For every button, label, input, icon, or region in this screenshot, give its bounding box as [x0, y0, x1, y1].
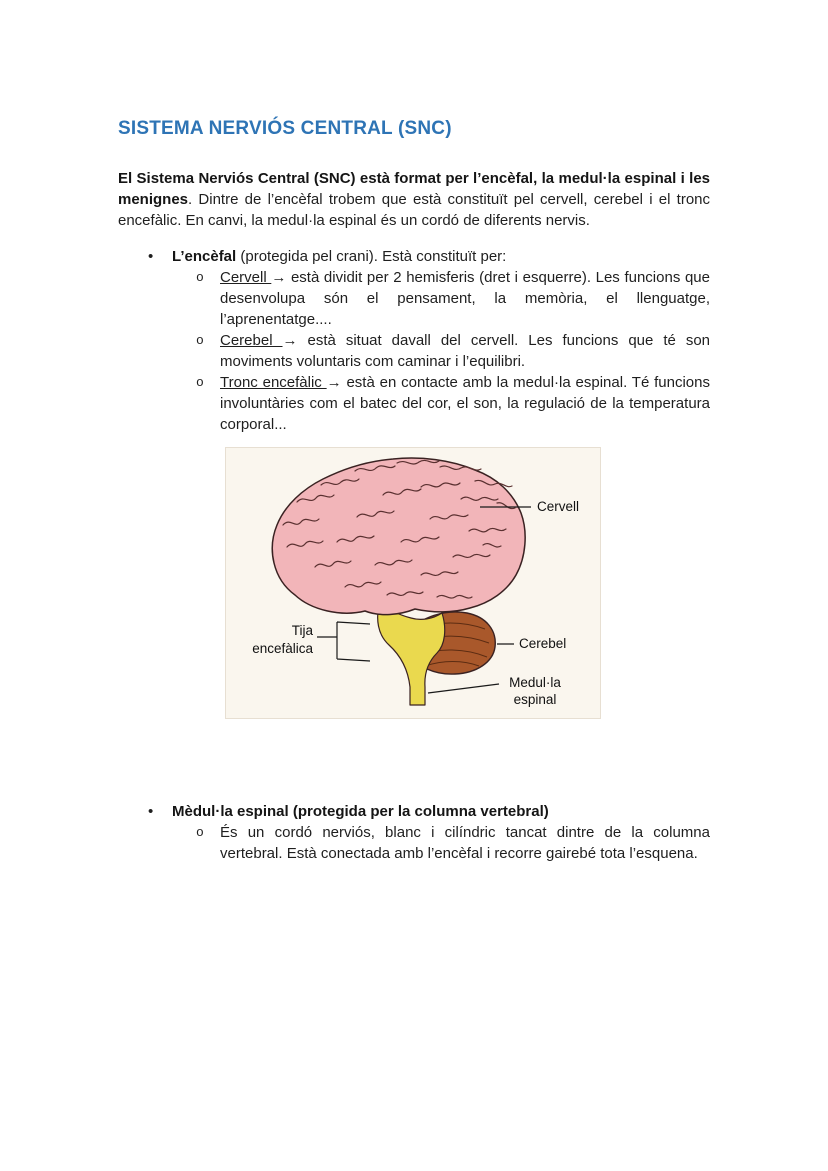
tronc-underlined-term: Tronc encefàlic: [220, 374, 327, 391]
encefal-heading-text: [172, 246, 710, 267]
arrow-icon: →: [282, 332, 298, 349]
diagram-label-tija-line2: encefàlica: [252, 641, 313, 656]
medulla-description: És un cordó nerviós, blanc i cilíndric tancat dintre de la columna vertebral. Està conectada amb l’encèfal i recorre gairebé tota l’esquena.: [220, 824, 710, 862]
list-item-cervell: [118, 267, 710, 330]
brain-diagram-svg: [225, 447, 601, 719]
circle-bullet-icon: o: [196, 375, 204, 390]
diagram-label-cerebel: Cerebel: [519, 636, 567, 651]
list-item-encefal: [118, 246, 710, 267]
page-title: SISTEMA NERVIÓS CENTRAL (SNC): [118, 118, 452, 139]
cervell-description: està dividit per 2 hemisferis (dret i esquerre). Les funcions que desenvolupa són el pensament, la memòria, el llenguatge, l’aprenentatge....: [220, 269, 710, 328]
circle-bullet-icon: o: [196, 270, 204, 285]
list-item-tronc: [118, 372, 710, 435]
list-item-cerebel: [118, 330, 710, 372]
intro-bold-text: El Sistema Nerviós Central (SNC) està format per l’encèfal, la medul·la espinal i les menignes: [118, 170, 710, 208]
medulla-term: Mèdul·la espinal (protegida per la columna vertebral): [172, 803, 549, 820]
cerebel-underlined-term: Cerebel: [220, 332, 283, 349]
brain-diagram: [225, 447, 601, 719]
cervell-text: [220, 267, 710, 330]
intro-regular-text: . Dintre de l’encèfal trobem que està constituït pel cervell, cerebel i el tronc encefàlic. En canvi, la medul·la espinal és un cordó de diferents nervis.: [118, 191, 710, 229]
list-item-medulla-description: [118, 822, 710, 864]
encefal-rest-text: (protegida pel crani). Està constituït per:: [236, 248, 507, 265]
intro-paragraph: [118, 168, 710, 231]
diagram-label-cervell: Cervell: [537, 499, 580, 514]
medulla-heading-text: [172, 801, 710, 822]
arrow-icon: →: [271, 269, 287, 286]
list-item-medulla: [118, 801, 710, 822]
disc-bullet-icon: •: [148, 803, 154, 820]
cerebel-description: està situat davall del cervell. Les funcions que té son moviments voluntaris com caminar i l’equilibri.: [220, 332, 711, 370]
arrow-icon: →: [326, 374, 342, 391]
encefal-term: L’encèfal: [172, 248, 237, 265]
disc-bullet-icon: •: [148, 248, 154, 265]
tronc-description: està en contacte amb la medul·la espinal. Té funcions involuntàries com el batec del cor, el son, la regulació de la temperatura corporal...: [220, 374, 710, 433]
diagram-label-tija-line1: Tija: [291, 623, 313, 638]
cerebel-text: [220, 330, 710, 372]
medulla-section: [118, 801, 710, 864]
circle-bullet-icon: o: [196, 825, 204, 840]
diagram-label-medulla-line2: espinal: [513, 692, 557, 707]
tronc-text: [220, 372, 710, 435]
cervell-underlined-term: Cervell: [220, 269, 272, 286]
diagram-label-medulla-line1: Medul·la: [509, 675, 561, 690]
circle-bullet-icon: o: [196, 333, 204, 348]
